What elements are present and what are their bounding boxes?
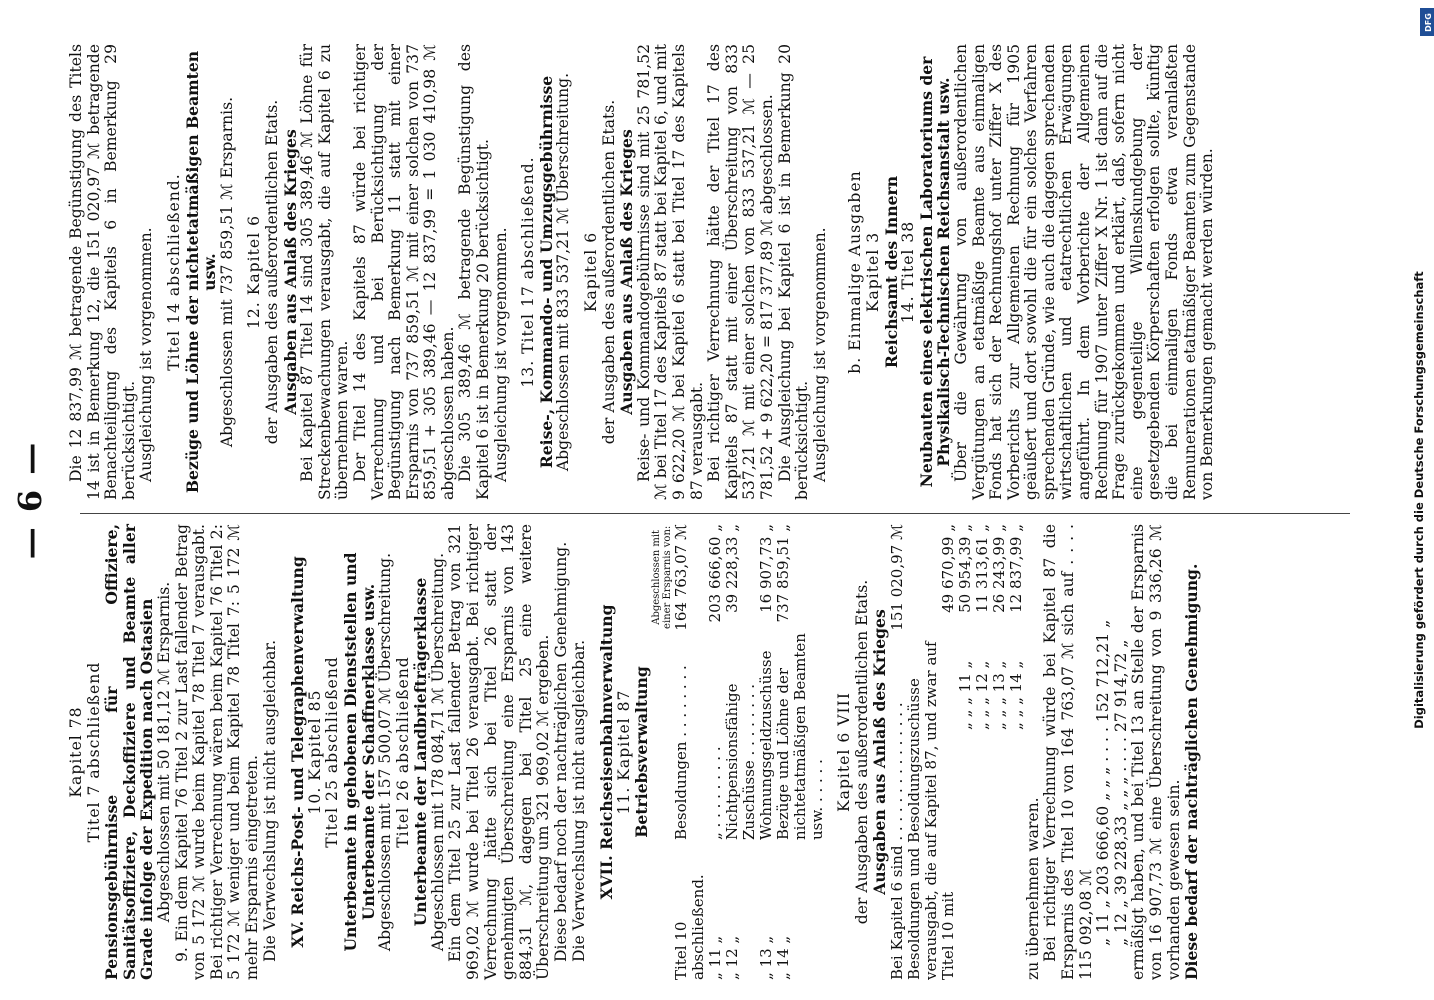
note: Die Verwechslung ist nicht ausgleichbar.	[569, 639, 588, 962]
section-heading: b. Einmalige Ausgaben	[846, 170, 865, 374]
section-title: 11. Kapitel 87	[614, 689, 633, 815]
paragraph: Über die Gewährung von außerordentlichen Vergütungen an etatmäßige Beamte aus einmaligen Fonds hat sich der Rechnungshof unter Ziffer X des Vorberichts zur Allgemeinen Rechnung für 1905 geäußert und dort sowohl die für ein solches Verfahren sprechenden Gründe, wie auch die dagegen sprechenden wirtschaftlichen und etatrechtlichen Erwägungen angeführt. In dem Vorberichte der Allgemeinen Rechnung für 1907 unter Ziffer X Nr. 1 ist dann auf die Frage zurückgekommen und erklärt, daß, sofern nicht eine gegenteilige Willenskundgebung der gesetzgebenden Körperschaften erfolgen sollte, künftig die bei einmaligen Fonds etwa veranlaßten Remunerationen etatmäßiger Beamten zum Gegenstande von Bemerkungen gemacht werden würden.	[951, 44, 1217, 500]
table-row: „ „ „ 11 „ 50 954,39 „	[955, 524, 974, 730]
closing-line: Abgeschlossen mit 833 537,21 ℳ Überschreitung.	[554, 72, 573, 472]
note: Ausgleichung ist vorgenommen.	[137, 227, 156, 482]
funding-sidebar	[1390, 0, 1434, 1000]
section-subtitle: der Ausgaben des außerordentlichen Etats.	[852, 579, 871, 925]
section-subtitle: Titel 25 abschließend	[323, 656, 342, 848]
paragraph: Bei richtiger Verrechnung würde bei Kapitel 87 die Ersparnis des Titel 10 von 164 763,07 ℳ sich auf . . . . 115 092,08 ℳ	[1041, 524, 1095, 980]
table-row: „ 14 „ Bezüge und Löhne der nichtetatmäßigen Beamten usw. . . . . . 737 859,51 „	[774, 524, 826, 980]
paragraph: Ein dem Titel 25 zur Last fallender Betrag von 321 969,02 ℳ wurde bei Titel 26 verausgabt. Bei richtiger Verrechnung hätte sich bei Titel 26 statt der genehmigten Überschreitung eine Ersparnis von 143 884,31 ℳ, dagegen bei Titel 25 eine weitere Überschreitung um 321 969,02 ℳ ergeben.	[446, 524, 553, 980]
section-heading: Pensionsgebührnisse für Offiziere, Sanitätsoffiziere, Deckoffiziere und Beamte aller Grade infolge der Expedition nach Ostasien	[102, 524, 157, 980]
section-title: 12. Kapitel 6	[245, 214, 264, 330]
section-heading: XV. Reichs-Post- und Telegraphenverwaltung	[288, 556, 308, 948]
note: Ausgleichung ist vorgenommen.	[491, 227, 510, 482]
column-divider	[80, 513, 1350, 514]
section-heading: Ausgaben aus Anlaß des Krieges	[280, 129, 300, 415]
table-row: „ „ „ 14 „ 12 837,99 „	[1006, 524, 1025, 730]
right-column	[68, 44, 1217, 500]
section-heading: Neubauten eines elektrischen Laboratoriums der Physikalisch-Technischen Reichsanstalt usw.	[916, 56, 954, 488]
funding-notice: Digitalisierung gefördert durch die Deutsche Forschungsgemeinschaft	[1412, 271, 1426, 729]
note: Ausgleichung ist vorgenommen.	[810, 227, 829, 482]
table-row: „ „ „ 13 „ 26 243,99 „	[989, 524, 1008, 730]
closing-line: Abgeschlossen mit 737 859,51 ℳ Ersparnis.	[217, 96, 236, 448]
page-number: — 6 —	[11, 440, 49, 560]
section-title: 14. Titel 38	[899, 220, 918, 324]
section-heading: Reise-, Kommando- und Umzugsgebührnisse	[536, 75, 556, 469]
closing-line: Abgeschlossen mit 50 181,12 ℳ Ersparnis.	[154, 581, 173, 923]
section-title: Kapitel 6 VIII	[835, 692, 853, 812]
paragraph: Reise- und Kommandogebührnisse sind mit 25 781,52 ℳ bei Titel 17 des Kapitels 87 statt bei Kapitel 6, und mit 9 622,20 ℳ bei Kapitel 6 statt bei Titel 17 des Kapitels 87 verausgabt.	[634, 44, 706, 500]
paragraph: 9. Ein dem Kapitel 76 Titel 2 zur Last fallender Betrag von 5 172 ℳ wurde beim Kapitel 78 Titel 7 verausgabt. Bei richtiger Verrechnung wären beim Kapitel 76 Titel 2: 5 172 ℳ weniger und beim Kapitel 78 Titel 7: 5 172 ℳ mehr Ersparnis eingetreten.	[172, 524, 261, 980]
section-heading: XVII. Reichseisenbahnverwaltung	[597, 604, 617, 900]
paragraph: ermäßigt haben, und bei Titel 13 an Stelle der Ersparnis von 16 907,73 ℳ eine Überschreitung von 9 336,26 ℳ vorhanden gewesen sein.	[1129, 524, 1183, 980]
paragraph: „ 11 „ 203 666,60 „ „ „ . . . . 152 712,21 „	[1094, 619, 1113, 946]
expense-table	[889, 524, 1025, 980]
section-heading: Unterbeamte der Landbriefträgerklasse	[411, 577, 431, 927]
note: Diese bedarf der nachträglichen Genehmigung.	[1182, 563, 1202, 980]
paragraph: Die Ausgleichung bei Kapitel 6 ist in Bemerkung 20 berücksichtigt.	[775, 44, 812, 500]
section-subtitle: der Ausgaben des außerordentlichen Etats.	[599, 99, 618, 445]
note: zu übernehmen waren.	[1023, 797, 1042, 980]
section-title: Kapitel 3	[863, 231, 882, 313]
section-title: Kapitel 78	[67, 706, 85, 798]
note: Die Verwechslung ist nicht ausgleichbar.	[260, 639, 279, 962]
closing-line: Abgeschlossen mit 157 500,07 ℳ Überschreitung.	[376, 552, 395, 952]
paragraph: „ 12 „ 39 228,33 „ „ „ . . . . 27 914,72 „	[1111, 639, 1130, 946]
note: Diese bedarf noch der nachträglichen Genehmigung.	[552, 541, 571, 962]
table-row: Besoldungen und Besoldungszuschüsse verausgabt, die auf Kapitel 87, und zwar auf Titel 10 mit 49 670,99 „	[904, 524, 957, 980]
section-title: Kapitel 6	[582, 231, 601, 313]
section-subtitle: Reichsamt des Innern	[881, 175, 901, 369]
paragraph: Bei richtiger Verrechnung hätte der Titel 17 des Kapitels 87 statt mit einer Überschreitung von 833 537,21 ℳ mit einer solchen von 833 537,21 ℳ — 25 781,52 + 9 622,20 = 817 377,89 ℳ abgeschlossen.	[705, 44, 776, 500]
table-row: Bei Kapitel 6 sind . . . . . . . . . . . . . . . 151 020,97 ℳ	[887, 524, 906, 980]
section-subtitle: Betriebsverwaltung	[632, 666, 652, 838]
left-column	[68, 524, 1201, 980]
section-title: 13. Titel 17 abschließend.	[519, 156, 538, 388]
table-row: Titel 10 abschließend. Besoldungen . . . . . . . . 164 763,07 ℳ	[672, 524, 707, 980]
section-heading: Ausgaben aus Anlaß des Krieges	[870, 609, 890, 895]
paragraph: Bei Kapitel 87 Titel 14 sind 305 389,46 ℳ Löhne für Streckenbewachungen verausgabt, die auf Kapitel 6 zu übernehmen waren.	[298, 44, 352, 500]
table-column-header: Abgeschlossen mit einer Ersparnis von:	[651, 525, 673, 629]
paragraph: Die 305 389,46 ℳ betragende Begünstigung des Kapitel 6 ist in Bemerkung 20 berücksichtigt.	[456, 44, 493, 500]
closing-line: Abgeschlossen mit 178 084,71 ℳ Überschreitung.	[428, 552, 447, 952]
section-subtitle: der Ausgaben des außerordentlichen Etats.	[262, 99, 281, 445]
paragraph: Die 12 837,99 ℳ betragende Begünstigung des Titels 14 ist in Bemerkung 12, die 151 020,97 ℳ betragende Benachteiligung des Kapitels 6 in Bemerkung 29 berücksichtigt.	[67, 44, 138, 500]
section-title: 10. Kapitel 85	[305, 689, 324, 815]
section-heading: Unterbeamte in gehobenen Dienststellen und Unterbeamte der Schaffnerklasse usw.	[340, 552, 378, 952]
table-row: „ „ „ 12 „ 11 313,61 „	[972, 524, 991, 730]
table-row: „ 11 „ „ . . . . . . . . . 203 666,60 „	[706, 524, 724, 980]
table-row: „ 12 „ Nichtpensionsfähige Zuschüsse . . . . . . . . 39 228,33 „	[723, 524, 758, 980]
dfg-logo-icon: DFG	[1420, 8, 1434, 36]
table-row: „ 13 „ Wohnungsgeldzuschüsse 16 907,73 „	[757, 524, 775, 980]
savings-table	[651, 524, 826, 980]
section-subtitle: Titel 14 abschließend.	[164, 173, 183, 371]
section-subtitle: Titel 26 abschließend	[393, 656, 412, 848]
section-heading: Bezüge und Löhne der nichtetatmäßigen Beamten usw.	[182, 50, 220, 494]
section-subtitle: Titel 7 abschließend	[84, 661, 103, 843]
section-heading: Ausgaben aus Anlaß des Krieges	[617, 129, 637, 415]
paragraph: Der Titel 14 des Kapitels 87 würde bei richtiger Verrechnung und bei Berücksichtigung der Begünstigung nach Bemerkung 11 statt mit einer Ersparnis von 737 859,51 ℳ mit einer solchen von 737 859,51 + 305 389,46 — 12 837,99 = 1 030 410,98 ℳ abgeschlossen haben.	[350, 44, 457, 500]
